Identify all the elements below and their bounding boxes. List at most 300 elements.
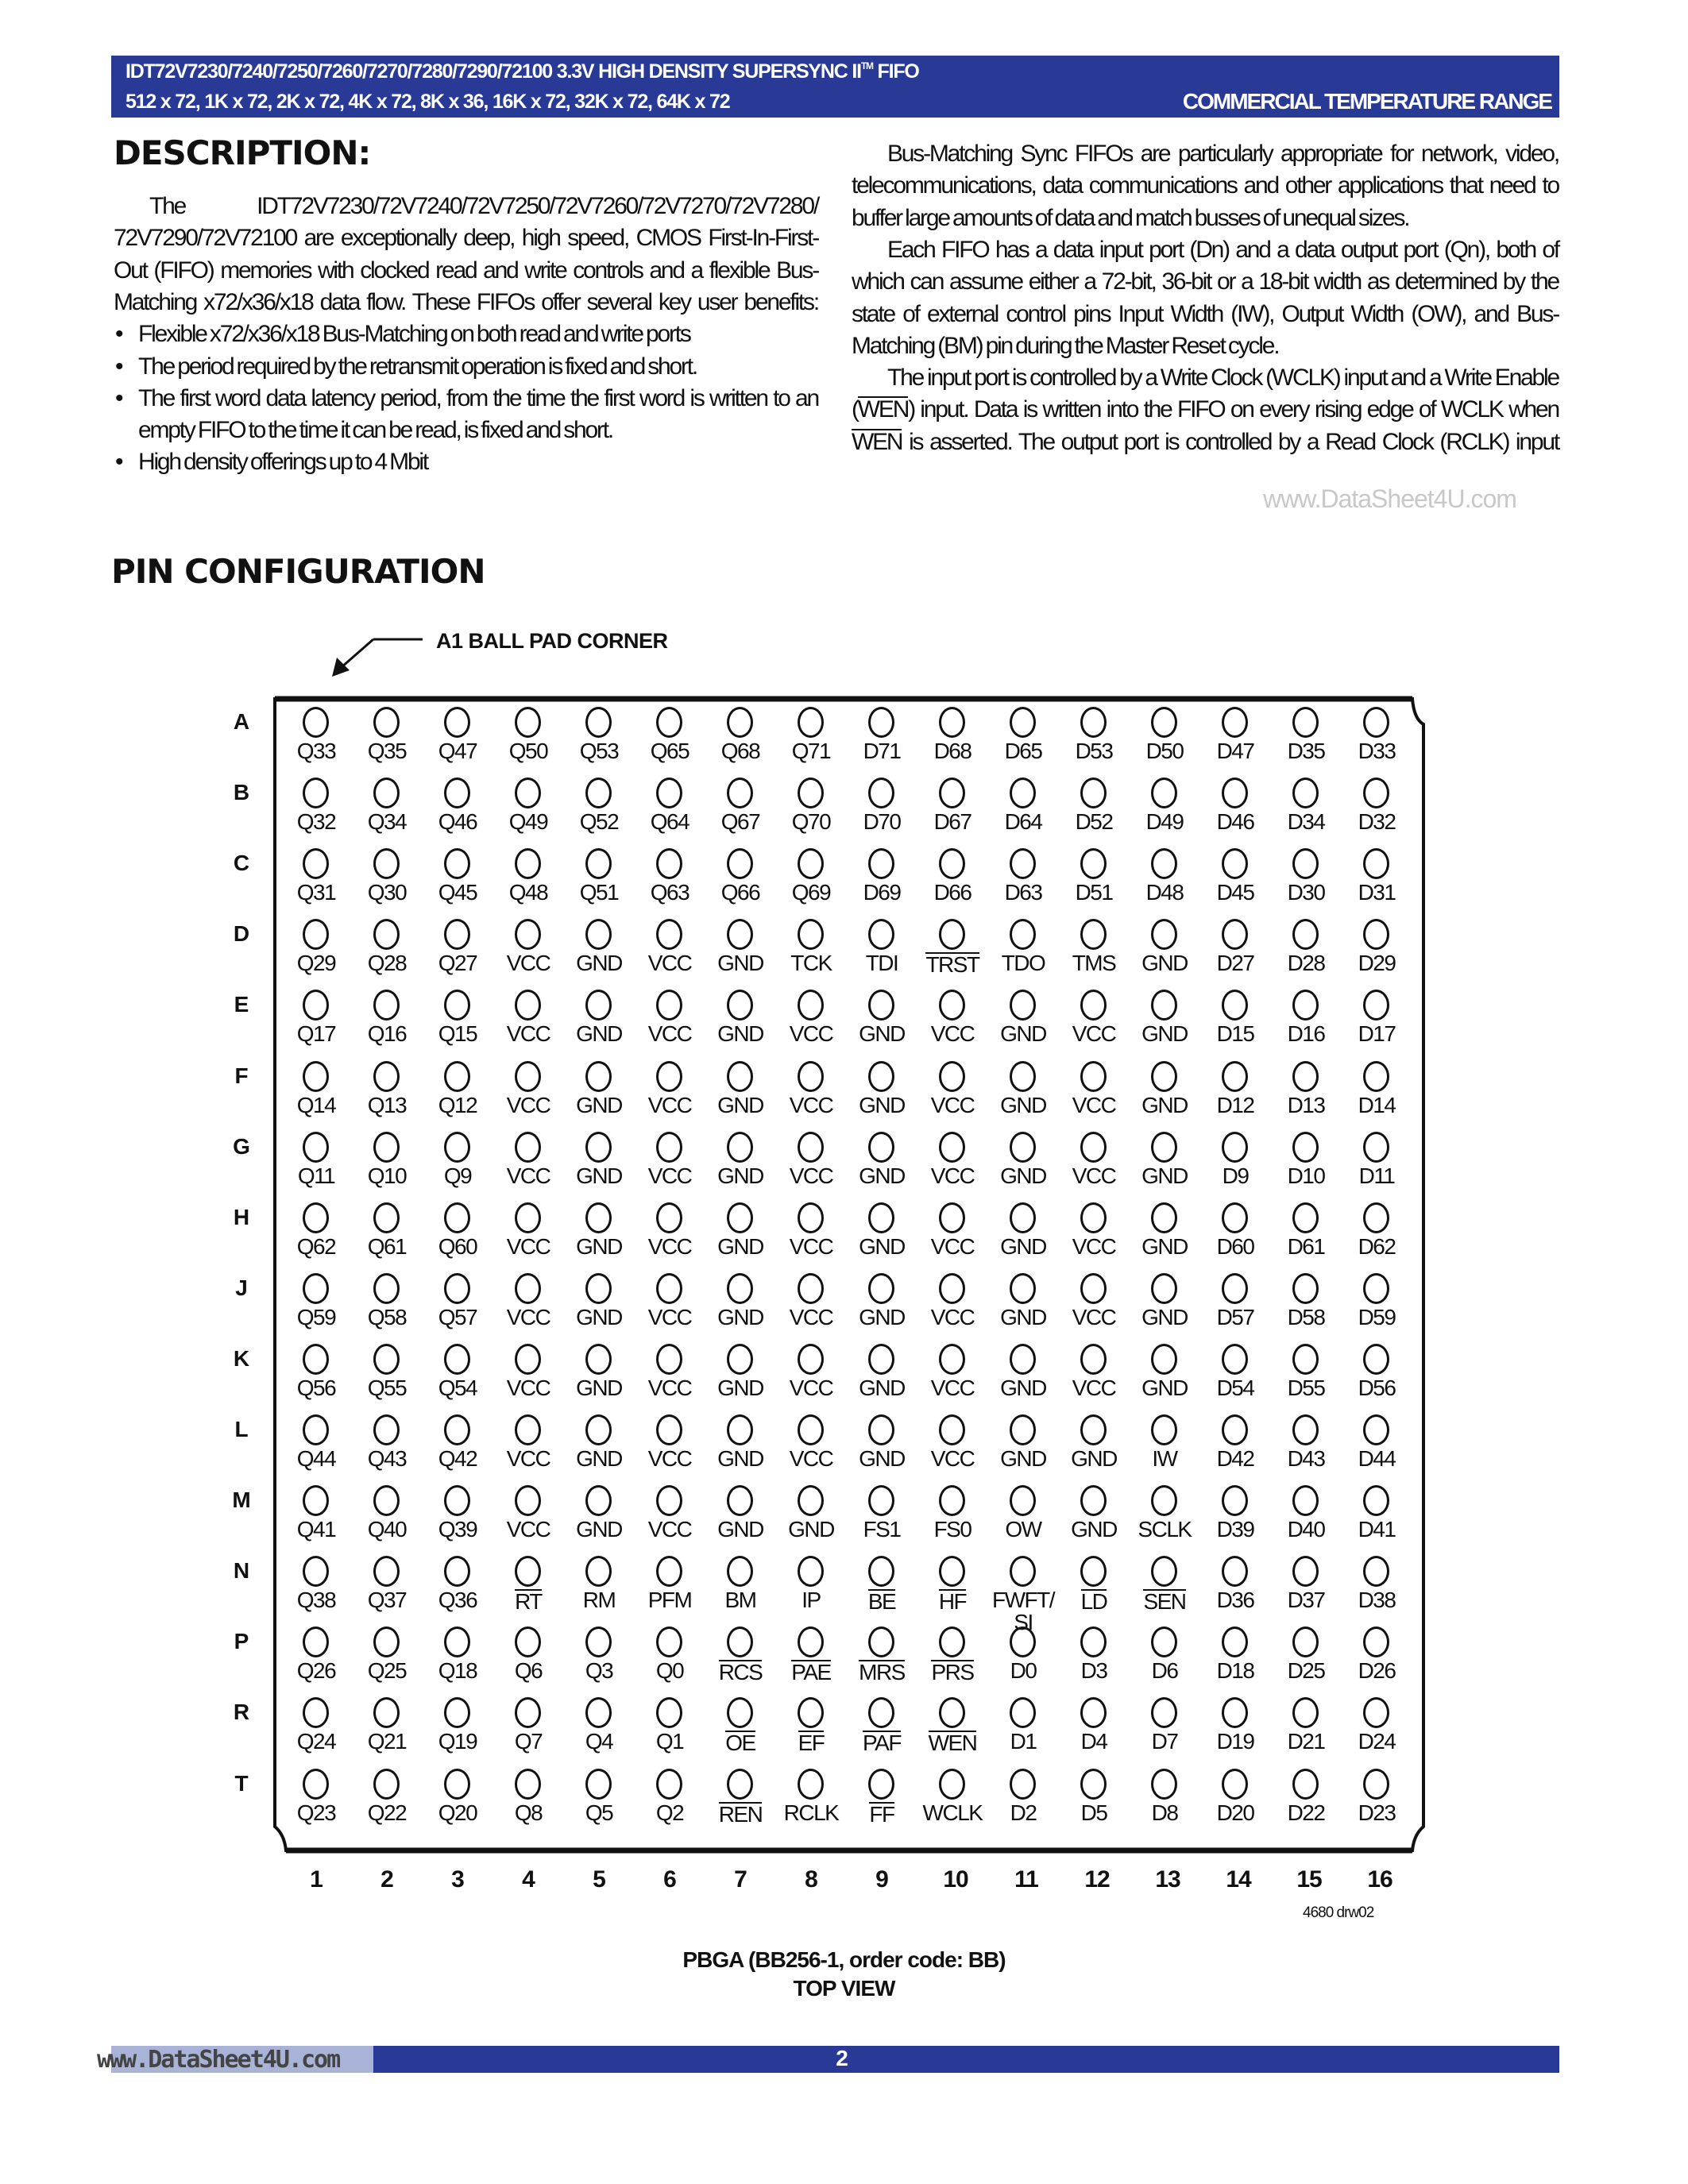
pin-label [636,1165,703,1187]
ball-pad [1010,1485,1036,1516]
ball-pad [1080,1344,1107,1375]
pin-name: BM [724,1588,756,1613]
description-line: 72V7290/72V72100 are exceptionally deep, high speed, CMOS First-In-First- [114,225,818,252]
pin-label [919,1589,986,1613]
pin-label [848,882,915,904]
ball-pad [1080,778,1107,808]
pin-label [283,1094,350,1117]
pin-label [1202,1448,1269,1470]
pin-label [778,811,844,833]
pin-name: Q58 [367,1304,407,1329]
ball-pad [939,1556,965,1587]
ball-pad [515,1132,541,1163]
ball-pad [1363,1485,1389,1516]
ball-pad [515,707,541,738]
pin-name: HF [938,1589,967,1615]
ball-pad [1151,1485,1177,1516]
pin-label [1131,882,1198,904]
pin-name: RCS [718,1660,763,1685]
ball-pad [868,1344,894,1375]
pin-name: BE [867,1589,896,1615]
pin-label [778,1233,844,1259]
column-label: 6 [663,1866,676,1893]
pin-name: Q36 [438,1588,477,1613]
ball-pad [727,1769,753,1800]
pin-name: Q14 [296,1092,336,1117]
pin-name: VCC [1072,1233,1116,1259]
pin-name: D22 [1287,1800,1325,1825]
pin-name: Q31 [296,880,336,905]
pin-label [353,1233,420,1259]
row-label: A [233,709,250,734]
pin-name: RT [515,1589,542,1615]
ball-pad [373,1344,400,1375]
pin-label [566,1094,632,1117]
pin-name: D65 [1004,739,1042,763]
pin-label [1060,1306,1127,1329]
pin-name: D30 [1287,880,1325,905]
ball-pad [1222,848,1248,879]
ball-pad [585,848,612,879]
pin-name: Q54 [438,1375,477,1400]
pin-name: GND [717,951,763,976]
pin-name: D37 [1287,1588,1325,1613]
description-line: Matching x72/x36/x18 data flow. These FIFOs offer several key user benefits: [114,288,818,315]
pin-label [424,1518,491,1541]
pin-label [919,1233,986,1259]
pin-name: Q16 [367,1021,407,1047]
pin-label [707,1448,774,1470]
pin-name: D70 [863,809,901,835]
pin-name: D51 [1075,880,1113,905]
pin-label [566,811,632,833]
ball-pad [1151,1061,1177,1092]
pin-name: Q37 [367,1588,407,1613]
ball-pad [727,778,753,808]
ball-pad [373,848,400,879]
text: ( [852,396,858,423]
pin-name: VCC [1072,1375,1116,1400]
pin-label [1343,882,1410,904]
pin-label [1131,811,1198,833]
pin-name: VCC [930,1304,975,1329]
pin-name: PRS [931,1660,974,1685]
row-label: P [234,1629,249,1654]
row-label: L [234,1417,249,1441]
pin-name: GND [859,1233,905,1259]
description-line: The input port is controlled by a Write Clock (WCLK) input and a Write Enable [887,365,1559,392]
ball-pad [1010,1132,1036,1163]
pin-label [848,1023,915,1045]
pin-label [1343,1802,1410,1824]
pin-label [424,1731,491,1753]
pin-name: GND [576,1092,622,1117]
pin-name: Q55 [367,1375,407,1400]
pin-name: Q65 [650,739,689,763]
pin-label [636,1589,703,1611]
ball-pad [1363,1132,1389,1163]
header-title-text: IDT72V7230/7240/7250/7260/7270/7280/7290/72100 3.3V HIGH DENSITY SUPERSYNC II [126,60,861,83]
pin-label [636,1731,703,1753]
footer-site-link[interactable]: www.DataSheet4U.com [97,2046,340,2074]
pin-name: D7 [1151,1729,1178,1754]
pin-label [848,740,915,762]
ball-pad [515,1485,541,1516]
pin-name: OE [725,1731,755,1756]
page-number: 2 [836,2046,848,2070]
row-label: F [234,1063,249,1088]
ball-pad [1363,1344,1389,1375]
ball-pad [515,1344,541,1375]
pin-label [283,952,350,974]
pin-label [1202,1233,1269,1259]
pin-label [424,811,491,833]
ball-pad [1080,848,1107,879]
pin-label [283,1377,350,1399]
pin-label [1060,1660,1127,1682]
pin-name: Q49 [508,809,548,835]
pin-label [990,1660,1056,1682]
pin-label [848,1094,915,1117]
pin-label [566,1306,632,1329]
ball-pad [444,1061,470,1092]
pin-config-heading: PIN CONFIGURATION [111,552,485,591]
ball-pad [1010,848,1036,879]
pin-label [1343,1448,1410,1470]
pin-label [283,1165,350,1187]
pin-label [1060,1518,1127,1541]
pin-name: Q67 [720,809,760,835]
pin-name: GND [717,1304,763,1329]
pin-name: GND [576,951,622,976]
pin-name: GND [1000,1233,1046,1259]
row-label: E [234,992,249,1017]
pin-name: WEN [928,1731,977,1756]
pin-name: VCC [789,1163,833,1188]
pin-label [919,811,986,833]
pin-name: VCC [930,1375,975,1400]
ball-pad [585,1061,612,1092]
ball-pad [727,1344,753,1375]
pin-name: D20 [1216,1800,1254,1825]
footer-bar [373,2046,1559,2073]
ball-pad [798,1556,824,1587]
pin-name: GND [1000,1446,1046,1471]
pin-label [848,1518,915,1541]
pin-name: PAF [863,1731,901,1756]
pin-label [990,740,1056,762]
pin-name: VCC [789,1446,833,1471]
pin-name: Q62 [296,1233,336,1259]
pin-name: VCC [506,1233,550,1259]
pin-name: TDI [865,951,898,976]
row-label: G [233,1133,250,1159]
pin-label [424,1448,491,1470]
pin-name: D66 [933,880,971,905]
drawing-id: 4680 drw02 [1303,1904,1374,1921]
ball-pad [868,1132,894,1163]
ball-pad [1151,1273,1177,1304]
text: is asserted. The output port is controlled by a Read Clock (RCLK) input [902,429,1559,455]
pin-name: Q45 [438,880,477,905]
pin-label [495,1094,562,1117]
pin-label [1202,882,1269,904]
pin-name: GND [859,1375,905,1400]
ball-pad [1222,1202,1248,1233]
pin-name: Q47 [438,739,477,763]
ball-pad [1222,1061,1248,1092]
ball-pad [1010,1202,1036,1233]
pin-name: FF [869,1801,894,1827]
pin-name: D10 [1287,1163,1325,1188]
pin-label [1131,1094,1198,1117]
pin-name: D67 [933,809,971,835]
ball-pad [444,1769,470,1800]
ball-pad [585,707,612,738]
pin-name: Q48 [508,880,548,905]
pin-label [707,1233,774,1259]
pin-label [990,1448,1056,1470]
pin-label [636,1094,703,1117]
wen-overbar-text: WEN [857,396,909,423]
ball-pad [939,1061,965,1092]
pin-name: MRS [859,1660,905,1685]
corner-arrow-icon [332,639,423,677]
ball-pad [868,1485,894,1516]
ball-pad [585,778,612,808]
pin-name: Q39 [438,1517,477,1542]
pin-name: D31 [1358,880,1396,905]
pin-label [1060,1023,1127,1045]
pin-name: VCC [930,1021,975,1047]
ball-pad [1010,707,1036,738]
pin-label [990,1731,1056,1753]
ball-pad [939,1202,965,1233]
ball-pad [1292,1556,1319,1587]
pin-label [1060,1094,1127,1117]
pin-label [1273,1731,1339,1753]
ball-pad [798,1485,824,1516]
pin-label [707,1518,774,1541]
pin-name: D38 [1358,1588,1396,1613]
pin-label [1273,952,1339,974]
ball-pad [1151,707,1177,738]
pin-label [636,1802,703,1824]
pin-label [566,740,632,762]
ball-pad [1010,1414,1036,1445]
pin-name: Q6 [514,1658,543,1684]
pin-label [636,811,703,833]
pin-label [636,882,703,904]
pin-name: Q38 [296,1588,336,1613]
ball-pad [515,1769,541,1800]
ball-pad [303,1273,329,1304]
pin-name: Q52 [579,809,619,835]
pin-label [1202,1802,1269,1824]
ball-pad [373,1485,400,1516]
ball-pad [1363,1273,1389,1304]
pin-name: Q11 [297,1163,335,1188]
pin-name: D50 [1145,739,1184,763]
pin-name: GND [1071,1517,1117,1542]
pin-name: REN [718,1801,763,1827]
pin-name: D44 [1358,1446,1396,1471]
ball-pad [303,707,329,738]
pin-label [848,1448,915,1470]
pin-label [919,1802,986,1824]
pin-name: D25 [1287,1658,1325,1684]
ball-pad [1151,1344,1177,1375]
pin-label [353,1094,420,1117]
pin-name: VCC [506,1163,550,1188]
ball-pad [515,1061,541,1092]
pin-name: PFM [647,1588,692,1613]
pin-name: Q34 [367,809,407,835]
ball-pad [303,848,329,879]
ball-pad [1363,1061,1389,1092]
pin-label [848,1731,915,1754]
pin-name: EF [798,1731,825,1756]
pin-name: Q3 [585,1658,613,1684]
pin-name: Q30 [367,880,407,905]
ball-pad [1222,707,1248,738]
ball-pad [656,778,682,808]
ball-pad [1151,1414,1177,1445]
pin-label [1060,1589,1127,1613]
pin-name: D12 [1216,1092,1254,1117]
pin-label [424,882,491,904]
pin-label [919,1023,986,1045]
pin-label [707,1802,774,1826]
ball-pad [1363,707,1389,738]
pin-name: Q35 [367,739,407,763]
pin-name: Q24 [296,1729,336,1754]
pin-name: D21 [1287,1729,1325,1754]
ball-pad [1080,1485,1107,1516]
ball-pad [373,1132,400,1163]
pin-name: VCC [647,1163,692,1188]
pin-name: D58 [1287,1304,1325,1329]
pin-name: VCC [647,1021,692,1047]
pin-name: Q2 [655,1800,684,1825]
pin-name: D60 [1216,1233,1254,1259]
pin-label [1202,952,1269,974]
ball-pad [798,1061,824,1092]
ball-pad [1080,1273,1107,1304]
pin-label [848,1233,915,1259]
pin-label [566,1589,632,1611]
column-label: 7 [734,1866,747,1893]
ball-pad [303,1344,329,1375]
pin-name: Q0 [655,1658,684,1684]
description-line: Each FIFO has a data input port (Dn) and a data output port (Qn), both of [887,236,1559,263]
pin-name: TDO [1001,951,1045,976]
ball-pad [1292,707,1319,738]
pin-label [283,1589,350,1611]
ball-pad [798,1132,824,1163]
pin-name: VCC [506,1446,550,1471]
description-heading: DESCRIPTION: [114,133,371,172]
pin-label [1131,1023,1198,1045]
pin-label [283,1518,350,1541]
ball-pad [444,1344,470,1375]
description-line: state of external control pins Input Width (IW), Output Width (OW), and Bus- [852,300,1559,327]
ball-pad [727,1485,753,1516]
ball-pad [868,1414,894,1445]
ball-pad [1151,1132,1177,1163]
pin-name: Q46 [438,809,477,835]
ball-pad [1151,1769,1177,1800]
pin-label [1343,811,1410,833]
ball-pad [1363,848,1389,879]
pin-label [707,1589,774,1611]
pin-label [990,952,1056,974]
pin-label [1060,740,1127,762]
pin-name: D16 [1287,1021,1325,1047]
ball-pad [939,1485,965,1516]
pin-name: VCC [506,1092,550,1117]
ball-pad [656,1273,682,1304]
view-caption: TOP VIEW [793,1976,895,2001]
pin-label [1343,1660,1410,1682]
pin-name: D3 [1080,1658,1107,1684]
pin-name: Q21 [367,1729,407,1754]
pin-name: D2 [1010,1800,1037,1825]
header-temperature-range: COMMERCIAL TEMPERATURE RANGE [1182,89,1551,114]
pin-label [495,1589,562,1613]
ball-pad [1151,778,1177,808]
pin-name: Q51 [579,880,619,905]
pin-name: Q22 [367,1800,407,1825]
description-line: which can assume either a 72-bit, 36-bit or a 18-bit width as determined by the [852,268,1559,295]
pin-label [1273,811,1339,833]
ball-pad [1292,848,1319,879]
column-label: 4 [522,1866,535,1893]
ball-pad [1222,1556,1248,1587]
pin-label [1131,1233,1198,1259]
ball-pad [444,848,470,879]
pin-label [990,1518,1056,1541]
pin-label [778,1023,844,1045]
pin-label [778,1377,844,1399]
ball-pad [939,1769,965,1800]
pin-name: Q40 [367,1517,407,1542]
pin-label [919,740,986,762]
pin-label [778,1448,844,1470]
ball-pad [1363,1556,1389,1587]
ball-pad [1151,1556,1177,1587]
ball-pad [656,1344,682,1375]
pin-label [1202,1731,1269,1753]
ball-pad [939,1344,965,1375]
pin-name: RCLK [783,1800,839,1825]
ball-pad [798,707,824,738]
pin-name: D29 [1358,951,1396,976]
wen-overbar-text: WEN [852,429,902,455]
ball-pad [515,1414,541,1445]
pin-name: VCC [506,1517,550,1542]
pin-label [495,1448,562,1470]
pin-name: GND [859,1304,905,1329]
pin-label [1273,1589,1339,1611]
ball-pad [1292,1485,1319,1516]
description-line: Bus-Matching Sync FIFOs are particularly appropriate for network, video, [887,141,1559,167]
pin-name: D6 [1151,1658,1178,1684]
pin-label [1343,1306,1410,1329]
pin-name: Q25 [367,1658,407,1684]
pin-label [1202,1023,1269,1045]
pin-label [424,1306,491,1329]
